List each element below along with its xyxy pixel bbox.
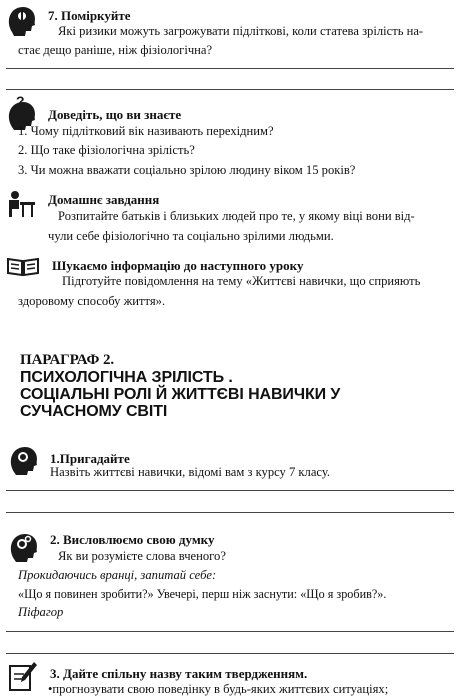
section-title: Доведіть, що ви знаєте xyxy=(48,107,182,122)
paragraph-number: ПАРАГРАФ 2. xyxy=(20,352,115,368)
quote-line: «Що я повинен зробити?» Увечері, перш ніж заснути: «Що я зробив?». xyxy=(18,587,387,601)
paragraph-title-line: СУЧАСНОМУ СВІТІ xyxy=(20,403,168,420)
text-line: Назвіть життєві навички, відомі вам з курсу 7 класу. xyxy=(50,465,331,479)
question-item: 3. Чи можна вважати соціально зрілою людину віком 15 років? xyxy=(18,163,356,177)
paragraph-title-line: СОЦІАЛЬНІ РОЛІ Й ЖИТТЄВІ НАВИЧКИ У xyxy=(20,386,341,403)
section-title: Домашнє завдання xyxy=(48,192,160,207)
thinking-head-icon xyxy=(4,2,38,43)
open-book-icon xyxy=(6,255,40,282)
task-title: 1.Пригадайте xyxy=(50,451,130,466)
head-gears-icon xyxy=(6,440,40,481)
text-line: Розпитайте батьків і близьких людей про те, у якому віці вони від- xyxy=(58,209,415,223)
text-line: Які ризики можуть загрожувати підліткові, коли статева зрілість на- xyxy=(58,24,424,38)
quote-line: Прокидаючись вранці, запитай себе: xyxy=(18,568,217,582)
text-line: стає дещо раніше, ніж фізіологічна? xyxy=(18,43,213,57)
answer-line xyxy=(6,512,454,513)
text-line: Як ви розумієте слова вченого? xyxy=(58,549,226,563)
answer-line xyxy=(6,490,454,491)
quote-author: Піфагор xyxy=(18,605,64,619)
head-gears-icon xyxy=(6,527,40,568)
svg-text:?: ? xyxy=(16,95,25,109)
list-item: •прогнозувати свою поведінку в будь-яких життєвих ситуаціях; xyxy=(48,682,389,696)
text-line: Підготуйте повідомлення на тему «Життєві навички, що сприяють xyxy=(62,274,421,288)
desk-student-icon xyxy=(6,190,36,223)
task-title: 2. Висловлюємо свою думку xyxy=(50,532,215,547)
answer-line xyxy=(6,89,454,90)
pencil-note-icon xyxy=(8,660,38,697)
text-line: чули себе фізіологічно та соціально зрілими людьми. xyxy=(48,229,334,243)
text-line: здоровому способу життя». xyxy=(18,294,166,308)
section-title: Шукаємо інформацію до наступного уроку xyxy=(52,258,304,273)
question-item: 2. Що таке фізіологічна зрілість? xyxy=(18,143,195,157)
section-title: 7. Поміркуйте xyxy=(48,8,131,23)
answer-line xyxy=(6,631,454,632)
answer-line xyxy=(6,653,454,654)
paragraph-title-line: ПСИХОЛОГІЧНА ЗРІЛІСТЬ . xyxy=(20,369,233,386)
task-title: 3. Дайте спільну назву таким твердженням. xyxy=(50,666,308,681)
paragraph-heading xyxy=(20,352,440,420)
question-item: 1. Чому підлітковий вік називають перехідним? xyxy=(18,124,274,138)
answer-line xyxy=(6,68,454,69)
